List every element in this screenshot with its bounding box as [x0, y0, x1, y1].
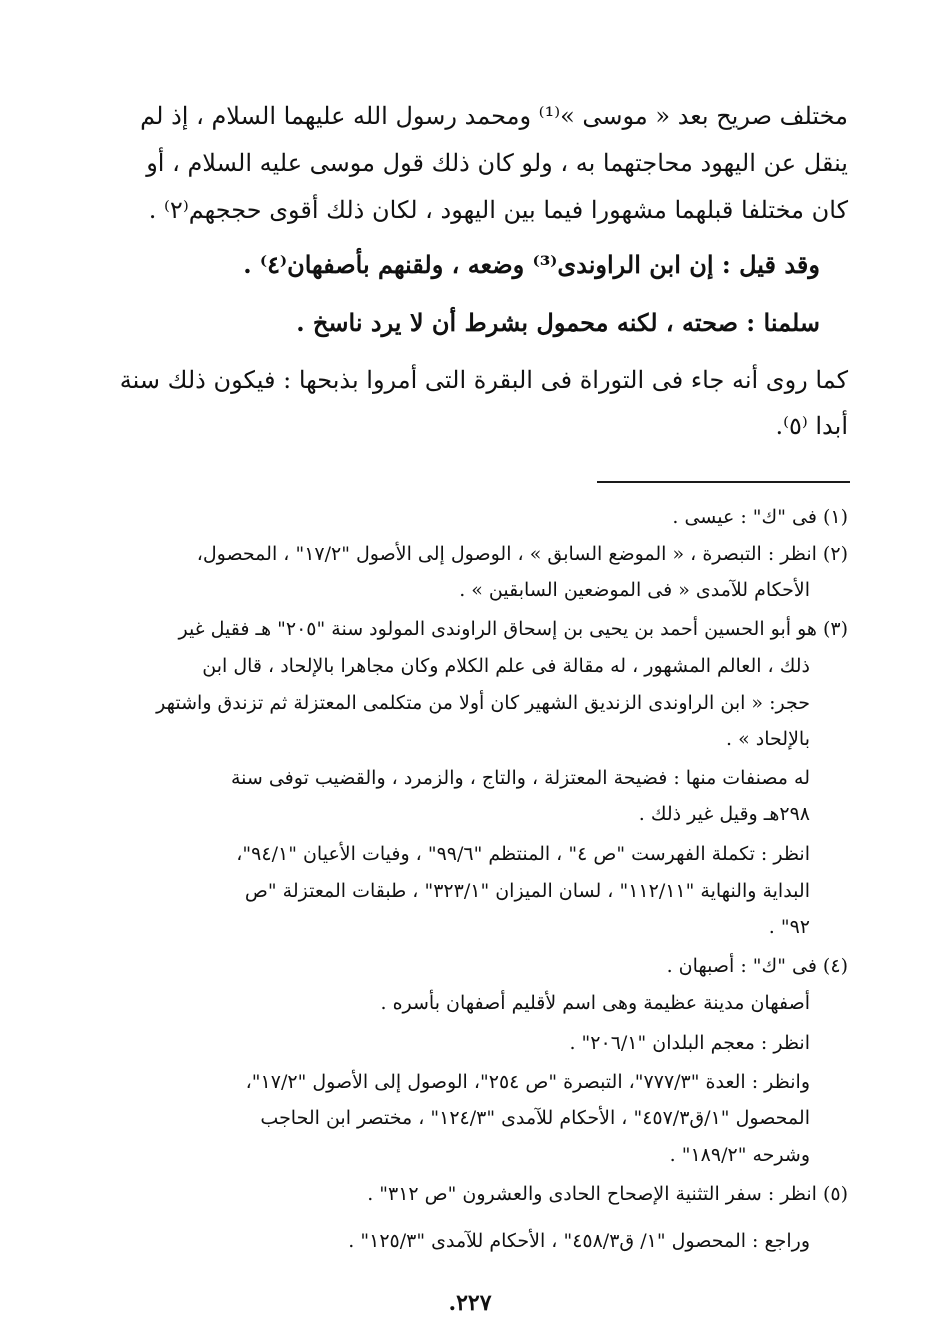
footnote-line-8: له مصنفات منها : فضيحة المعتزلة ، والتاج ، والزمرد ، والقضيب توفى سنة: [230, 767, 810, 789]
footnote-separator: [597, 481, 850, 483]
body-line-3: كان مختلفا قبلهما مشهورا فيما بين اليهود ، لكان ذلك أقوى حججهم⁽٢⁾ .: [148, 196, 848, 224]
body-line-7: أبدا ⁽٥⁾.: [775, 412, 848, 440]
footnote-line-1: (١) فى "ك" : عيسى .: [672, 506, 848, 528]
body-line-6: كما روى أنه جاء فى التوراة فى البقرة التى أمروا بذبحها : فيكون ذلك سنة: [119, 366, 848, 394]
footnote-line-20: وراجع : المحصول "١/ ق٤٥٨/٣" ، الأحكام للآمدى "١٢٥/٣" .: [348, 1230, 810, 1252]
footnote-line-6: حجر: « ابن الراوندى الزنديق الشهير كان أولا من متكلمى المعتزلة ثم تزندق واشتهر: [156, 692, 810, 714]
body-line-4: وقد قيل : إن ابن الراوندى⁽³⁾ وضعه ، ولقنهم بأصفهان⁽٤⁾ .: [243, 250, 820, 279]
footnote-line-14: أصفهان مدينة عظيمة وهى اسم لأقليم أصفهان بأسره .: [380, 992, 810, 1014]
body-line-2: ينقل عن اليهود محاجتهما به ، ولو كان ذلك قول موسى عليه السلام ، أو: [146, 149, 848, 177]
footnote-line-10: انظر : تكملة الفهرست "ص ٤" ، المنتظم "٩٩/٦" ، وفيات الأعيان "٩٤/١"،: [236, 843, 810, 865]
body-line-1: مختلف صريح بعد « موسى »⁽¹⁾ ومحمد رسول الله عليهما السلام ، إذ لم: [140, 102, 848, 130]
footnote-line-11: البداية والنهاية "١١٢/١١" ، لسان الميزان "٣٢٣/١" ، طبقات المعتزلة "ص: [244, 880, 810, 902]
page-number: ٢٢٧.: [448, 1290, 492, 1316]
footnote-line-17: المحصول "١/ق٤٥٧/٣" ، الأحكام للآمدى "١٢٤/٣" ، مختصر ابن الحاجب: [260, 1107, 810, 1129]
footnote-line-18: وشرحه "١٨٩/٢" .: [669, 1144, 810, 1166]
footnote-line-9: ٢٩٨هـ وقيل غير ذلك .: [638, 803, 810, 825]
footnote-line-2: (٢) انظر : التبصرة ، « الموضع السابق » ، الوصول إلى الأصول "١٧/٢" ، المحصول،: [196, 543, 848, 565]
footnote-line-7: بالإلحاد » .: [726, 728, 810, 750]
footnote-line-5: ذلك ، العالم المشهور ، له مقالة فى علم الكلام وكان مجاهرا بالإلحاد ، قال ابن: [202, 655, 810, 677]
footnote-line-13: (٤) فى "ك" : أصبهان .: [666, 955, 848, 977]
footnote-line-19: (٥) انظر : سفر التثنية الإصحاح الحادى والعشرون "ص ٣١٢" .: [367, 1183, 848, 1205]
footnote-line-15: انظر : معجم البلدان "٢٠٦/١" .: [569, 1032, 810, 1054]
footnote-line-3: الأحكام للآمدى « فى الموضعين السابقين » .: [459, 579, 810, 601]
body-line-5: سلمنا : صحته ، لكنه محمول بشرط أن لا يرد ناسخ .: [296, 308, 820, 337]
footnote-line-12: ٩٢" .: [768, 916, 810, 938]
footnote-line-16: وانظر : العدة "٧٧٧/٣"، التبصرة "ص ٢٥٤"، الوصول إلى الأصول "١٧/٢"،: [245, 1071, 810, 1093]
footnote-line-4: (٣) هو أبو الحسين أحمد بن يحيى بن إسحاق الراوندى المولود سنة "٢٠٥" هـ فقيل غير: [178, 618, 848, 640]
